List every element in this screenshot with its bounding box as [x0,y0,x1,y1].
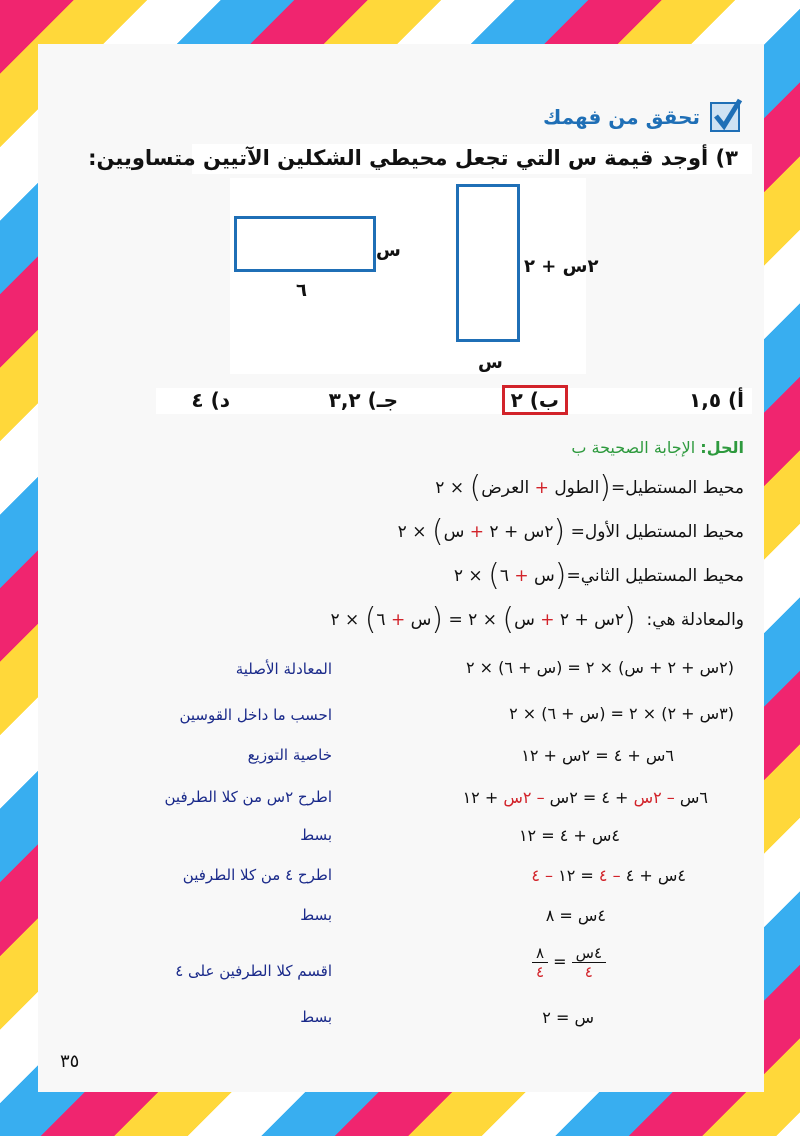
step-1-expr: (٢س + ٢ + س) × ٢ = (س + ٦) × ٢ [465,658,734,677]
section-title: تحقق من فهمك [543,105,700,129]
section-header [543,102,740,132]
step-1-note: المعادلة الأصلية [235,660,332,678]
second-perimeter: محيط المستطيل الثاني=(س + ٦) × ٢ [453,558,744,593]
rectangle-two [456,184,520,342]
step-8-note: اقسم كلا الطرفين على ٤ [175,962,332,980]
step-4-expr: ٦س – ٢س + ٤ = ٢س – ٢س + ١٢ [462,788,708,807]
option-a[interactable]: أ) ١,٥ [689,388,744,412]
step-4-note: اطرح ٢س من كلا الطرفين [164,788,332,806]
step-8-expr: $\frac{\text{٤س}}{٤}$ = $\frac{٨}{٤}$ [532,944,606,981]
step-2-note: احسب ما داخل القوسين [179,706,332,724]
rect2-bottom-label: س [478,352,503,373]
rectangle-one [234,216,376,272]
step-7-expr: ٤س = ٨ [545,906,606,925]
rect1-bottom-label: ٦ [296,280,307,301]
step-5-note: بسط [300,826,332,844]
step-2-expr: (٣س + ٢) × ٢ = (س + ٦) × ٢ [509,704,734,723]
checkbox-check-icon [710,102,740,132]
page [38,44,764,1092]
step-6-expr: ٤س + ٤ – ٤ = ١٢ – ٤ [531,866,686,885]
page-number: ٣٥ [60,1051,80,1072]
options-band [156,388,752,414]
perimeter-rule: محيط المستطيل=(الطول + العرض) × ٢ [435,470,744,505]
solution-label: الحل: الإجابة الصحيحة ب [571,438,744,457]
question-text: ٣) أوجد قيمة س التي تجعل محيطي الشكلين الآتيين متساويين: [88,146,738,170]
option-c[interactable]: جـ) ٣,٢ [328,388,398,412]
rect2-side-label: ٢س + ٢ [524,256,599,277]
step-6-note: اطرح ٤ من كلا الطرفين [182,866,332,884]
step-7-note: بسط [300,906,332,924]
step-3-expr: ٦س + ٤ = ٢س + ١٢ [521,746,674,765]
step-5-expr: ٤س + ٤ = ١٢ [518,826,620,845]
equation-line: والمعادلة هي: (٢س + ٢ + س) × ٢ = (س + ٦) × ٢ [330,602,744,637]
option-d[interactable]: د) ٤ [191,388,230,412]
rect1-side-label: س [376,240,401,261]
first-perimeter: محيط المستطيل الأول= (٢س + ٢ + س) × ٢ [397,514,744,549]
step-9-expr: س = ٢ [542,1008,594,1027]
step-9-note: بسط [300,1008,332,1026]
step-3-note: خاصية التوزيع [247,746,332,764]
option-b[interactable]: ب) ٢ [502,388,568,412]
